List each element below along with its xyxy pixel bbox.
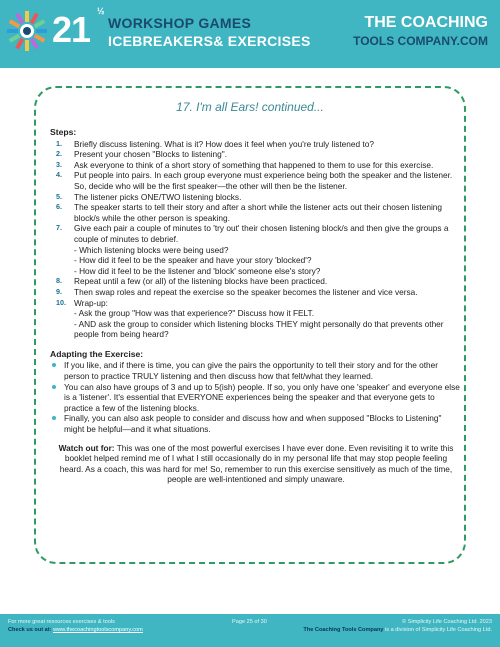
step-sub-item: - How did it feel to be the speaker and have your story 'blocked'? — [74, 255, 312, 266]
step-sub-item: - Ask the group "How was that experience?" Discuss how it FELT. — [74, 308, 314, 319]
adapting-item — [50, 360, 462, 381]
step-number: 1. — [56, 138, 62, 148]
step-number: 5. — [56, 191, 62, 201]
step-text: Wrap-up: — [74, 297, 108, 308]
bullet-icon — [52, 363, 56, 367]
step-item — [50, 287, 462, 298]
adapting-item — [50, 413, 462, 434]
steps-list — [50, 139, 462, 340]
company-division-text — [303, 627, 492, 633]
adapting-text: If you like, and if there is time, you can give the pairs the opportunity to tell their story and for the other person to practice TRULY listening and then discuss how that felt/what they learned. — [64, 360, 439, 382]
step-number: 3. — [56, 159, 62, 169]
header-title-line1: WORKSHOP GAMES — [108, 15, 252, 31]
step-text: Then swap roles and repeat the exercise so the speaker becomes the listener and vice versa. — [74, 286, 418, 297]
header-title-line2: ICEBREAKERS& EXERCISES — [108, 33, 311, 49]
website-link[interactable]: www.thecoachingtoolscompany.com — [53, 627, 143, 633]
step-text: Briefly discuss listening. What is it? How does it feel when you're truly listened to? — [74, 138, 374, 149]
bullet-icon — [52, 416, 56, 420]
step-text: Present your chosen "Blocks to listening". — [74, 149, 228, 160]
step-number: 4. — [56, 170, 62, 180]
step-sub-item: - AND ask the group to consider which listening blocks THEY might personally do that prevents other people from being heard? — [74, 318, 444, 340]
step-text: Give each pair a couple of minutes to 'try out' their chosen listening block/s and then give the groups a couple of minutes to debrief. — [74, 223, 449, 244]
steps-heading: Steps: — [50, 127, 77, 137]
step-text: The speaker starts to tell their story and after a short while the listener acts out their chosen listening block/s while the other person is speaking. — [74, 202, 443, 223]
company-name: The Coaching Tools Company — [303, 627, 384, 633]
step-number: 7. — [56, 223, 62, 233]
page-subtitle: 17. I'm all Ears! continued... — [176, 100, 324, 114]
step-number: 10. — [56, 297, 66, 307]
step-item — [50, 170, 462, 191]
page-footer — [0, 614, 500, 647]
page-number: Page 25 of 30 — [232, 619, 267, 625]
step-text: Repeat until a few (or all) of the listening blocks have been practiced. — [74, 276, 328, 287]
step-item — [50, 276, 462, 287]
division-text: is a division of Simplicity Life Coaching Ltd. — [383, 627, 492, 633]
book-number: 21 — [52, 9, 91, 50]
watch-out-label: Watch out for: — [58, 442, 115, 453]
step-number: 8. — [56, 276, 62, 286]
step-item — [50, 139, 462, 150]
starburst-logo-icon — [6, 10, 48, 52]
step-sub-item: - How did it feel to be the listener and 'block' someone else's story? — [74, 265, 321, 276]
adapting-list — [50, 360, 462, 434]
brand-name-line2: TOOLS COMPANY.COM — [353, 34, 488, 48]
step-item — [50, 149, 462, 160]
step-item — [50, 160, 462, 171]
brand-name-line1: THE COACHING — [364, 14, 488, 31]
step-item — [50, 223, 462, 276]
step-item — [50, 298, 462, 340]
copyright-text: © Simplicity Life Coaching Ltd. 2023 — [402, 619, 492, 625]
step-number: 9. — [56, 286, 62, 296]
step-number: 6. — [56, 202, 62, 212]
step-sub-item: - Which listening blocks were being used? — [74, 244, 229, 255]
footer-website-line — [8, 627, 143, 633]
watch-out-note — [50, 443, 462, 485]
step-text: Put people into pairs. In each group everyone must experience being both the speaker and the listener. So, decide who will be the first speaker—the other will then be the listener. — [74, 170, 453, 191]
bullet-icon — [52, 385, 56, 389]
half-fraction: ½ — [97, 6, 105, 16]
page-header — [0, 0, 500, 68]
footer-resources-text: For more great resources exercises & tools — [8, 619, 115, 625]
footer-website-prefix: Check us out at: — [8, 627, 54, 633]
main-content — [50, 127, 462, 485]
step-number: 2. — [56, 149, 62, 159]
adapting-item — [50, 382, 462, 414]
step-item — [50, 202, 462, 223]
adapting-text: Finally, you can also ask people to consider and discuss how and when supposed "Blocks to Listening" might be helpful—and it what situations. — [64, 413, 442, 435]
adapting-heading: Adapting the Exercise: — [50, 348, 144, 359]
watch-out-text: This was one of the most powerful exercises I have ever done. Even revisiting it to write this booklet helped remind me of I what I still occasionally do in my personal life that may stop people feeling heard. As a coach, this was hard for me! So, remember to run this exercise sensitively as much of the time, people are well-intentioned and simply unaware. — [59, 442, 454, 485]
adapting-text: You can also have groups of 3 and up to 5(ish) people. If so, you only have one 'speaker' and everyone else is a 'listener'. It's essential that EVERYONE experiences being the speaker and that everyone gets to practice a few of the listening blocks. — [64, 381, 460, 413]
step-text: The listener picks ONE/TWO listening blocks. — [74, 191, 242, 202]
step-item — [50, 192, 462, 203]
step-text: Ask everyone to think of a short story of something that happened to them to use for this exercise. — [74, 159, 434, 170]
